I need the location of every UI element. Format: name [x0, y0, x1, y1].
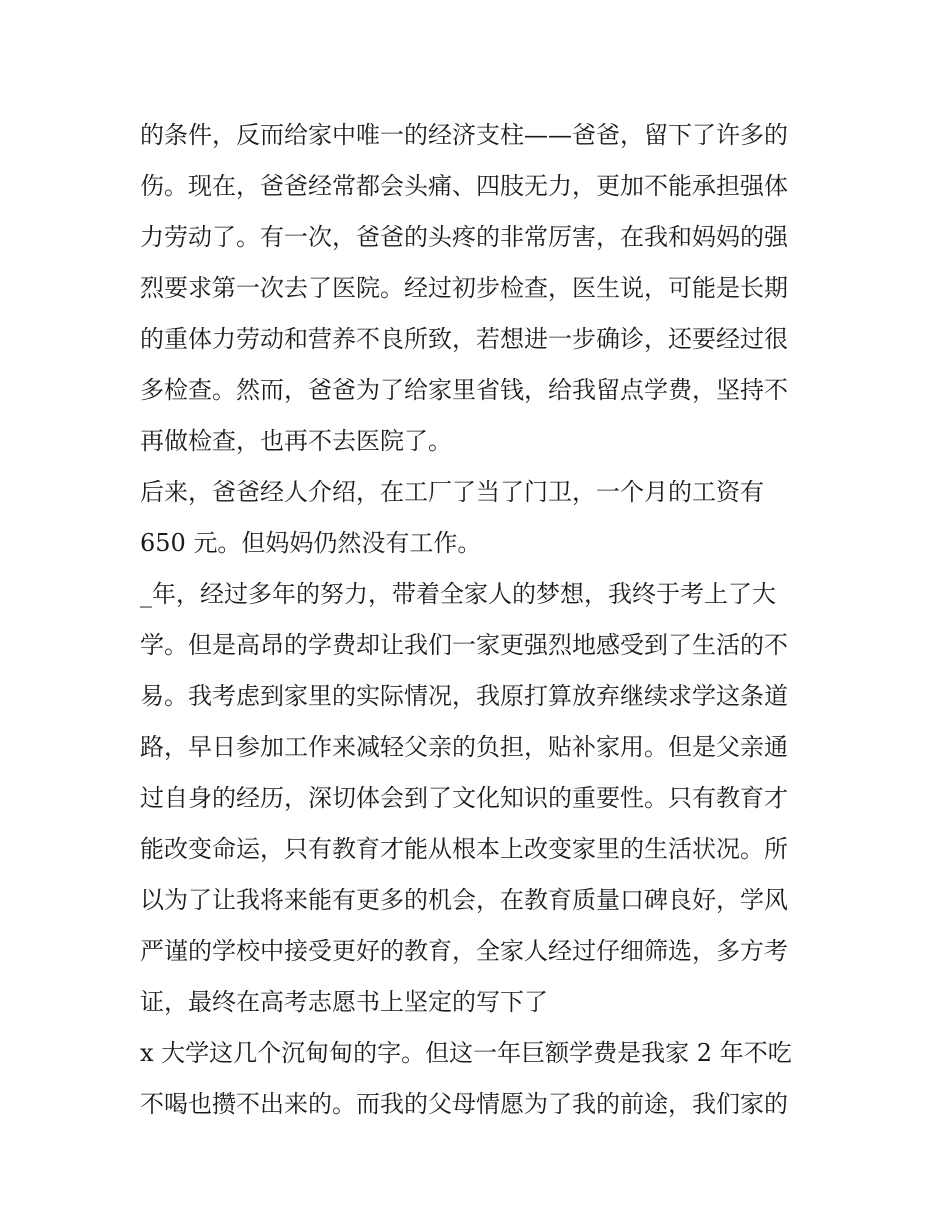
text-line: 能改变命运，只有教育才能从根本上改变家里的生活状况。所: [140, 835, 788, 863]
text-line: _年，经过多年的努力，带着全家人的梦想，我终于考上了大: [140, 580, 776, 608]
text-line: 过自身的经历，深切体会到了文化知识的重要性。只有教育才: [140, 784, 788, 812]
text-line: 650 元。但妈妈仍然没有工作。: [140, 529, 482, 557]
text-line: 证，最终在高考志愿书上坚定的写下了: [140, 988, 548, 1016]
text-line: 多检查。然而，爸爸为了给家里省钱，给我留点学费，坚持不: [140, 376, 788, 404]
text-line: 路，早日参加工作来减轻父亲的负担，贴补家用。但是父亲通: [140, 733, 788, 761]
text-line: 力劳动了。有一次，爸爸的头疼的非常厉害，在我和妈妈的强: [140, 223, 788, 251]
text-line: 严谨的学校中接受更好的教育，全家人经过仔细筛选，多方考: [140, 937, 788, 965]
text-line: 学。但是高昂的学费却让我们一家更强烈地感受到了生活的不: [140, 631, 788, 659]
text-line: 再做检查，也再不去医院了。: [140, 427, 452, 455]
text-line: 易。我考虑到家里的实际情况，我原打算放弃继续求学这条道: [140, 682, 788, 710]
text-line: 伤。现在，爸爸经常都会头痛、四肢无力，更加不能承担强体: [140, 172, 788, 200]
text-line: 以为了让我将来能有更多的机会，在教育质量口碑良好，学风: [140, 886, 788, 914]
text-line: 后来，爸爸经人介绍，在工厂了当了门卫，一个月的工资有: [140, 478, 764, 506]
text-line: 的条件，反而给家中唯一的经济支柱——爸爸，留下了许多的: [140, 121, 788, 149]
text-line: 不喝也攒不出来的。而我的父母情愿为了我的前途，我们家的: [140, 1090, 788, 1118]
text-line: x 大学这几个沉甸甸的字。但这一年巨额学费是我家 2 年不吃: [140, 1039, 792, 1067]
text-line: 烈要求第一次去了医院。经过初步检查，医生说，可能是长期: [140, 274, 788, 302]
text-line: 的重体力劳动和营养不良所致，若想进一步确诊，还要经过很: [140, 325, 788, 353]
body-text: [140, 110, 820, 1130]
